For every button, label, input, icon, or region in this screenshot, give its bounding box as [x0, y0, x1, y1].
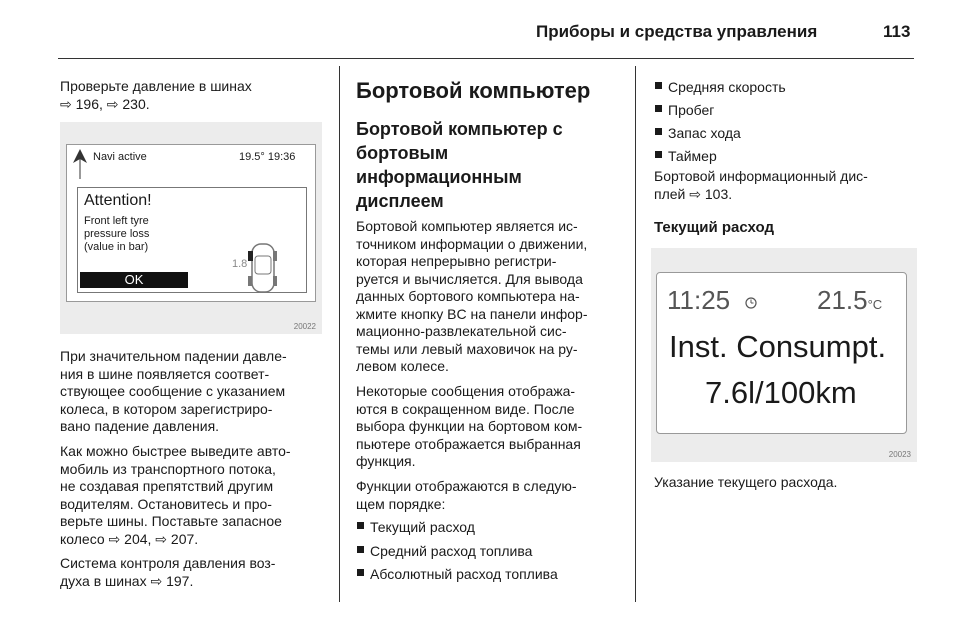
text-line: плей ⇨ 103.	[654, 185, 733, 202]
text-line: ния в шине появляется соответ-	[60, 365, 270, 382]
ok-button[interactable]: OK	[80, 272, 188, 288]
text-line: выбора функции на бортовом ком-	[356, 418, 583, 434]
temperature-time: 19.5° 19:36	[239, 151, 296, 163]
text-line: жмите кнопку BC на панели инфор-	[356, 305, 588, 322]
clock-time: 11:25	[667, 285, 731, 315]
paragraph	[356, 478, 577, 513]
clock-icon	[745, 297, 757, 309]
figure-number: 20023	[888, 450, 911, 459]
header-divider	[58, 58, 914, 59]
list-item: Таймер	[654, 145, 786, 168]
consumption-label: Inst. Consumpt.	[669, 329, 887, 364]
list-item: Средний расход топлива	[356, 540, 558, 564]
text-line: щем порядке:	[356, 495, 446, 512]
text-line: Бортовой компьютер является ис-	[356, 218, 578, 234]
page-number: 113	[883, 22, 911, 41]
column-divider	[339, 66, 340, 602]
text-line: которая непрерывно регистри-	[356, 253, 557, 269]
display-screen	[656, 272, 907, 434]
heading-line: дисплеем	[356, 191, 444, 211]
attention-dialog	[77, 187, 307, 293]
subsection-heading: Текущий расход	[654, 219, 774, 236]
list-item: Запас хода	[654, 122, 786, 145]
paragraph	[356, 383, 582, 471]
function-list	[654, 76, 786, 168]
pressure-value: 1.8	[232, 258, 248, 270]
message-line: Front left tyre	[84, 215, 149, 227]
list-item: Абсолютный расход топлива	[356, 563, 558, 587]
header-title: Приборы и средства управления	[536, 22, 818, 41]
figure-consumption-display	[651, 248, 917, 462]
paragraph	[60, 348, 287, 436]
paragraph	[356, 218, 588, 376]
text-line: ются в сокращенном виде. После	[356, 400, 575, 417]
list-item: Пробег	[654, 99, 786, 122]
consumption-value: 7.6l/100km	[705, 375, 857, 410]
paragraph	[60, 78, 252, 113]
text-line: Некоторые сообщения отобража-	[356, 383, 576, 399]
text-line: руется и вычисляется. Для вывода	[356, 270, 583, 287]
list-item: Текущий расход	[356, 516, 558, 540]
nav-status: Navi active	[93, 151, 147, 163]
text-line: ствующее сообщение с указанием	[60, 383, 286, 399]
message-line: pressure loss	[84, 228, 150, 240]
temperature-value: 21.5	[817, 285, 868, 315]
temperature-unit: °C	[867, 297, 883, 312]
text-line: не создавая препятствий другим	[60, 478, 274, 494]
text-line: функция.	[356, 453, 416, 469]
paragraph	[60, 443, 291, 548]
text-line: темы или левый маховичок на ру-	[356, 340, 578, 357]
text-line: Функции отображаются в следую-	[356, 478, 577, 494]
text-line: При значительном падении давле-	[60, 348, 287, 364]
text-line: колесо ⇨ 204, ⇨ 207.	[60, 530, 199, 547]
message-line: (value in bar)	[84, 241, 149, 253]
text-line: водителям. Остановитесь и про-	[60, 495, 272, 512]
figure-tyre-warning	[60, 122, 322, 334]
figure-caption: Указание текущего расхода.	[654, 474, 838, 490]
text-line: верьте шины. Поставьте запасное	[60, 513, 282, 529]
list-item: Средняя скорость	[654, 76, 786, 99]
text-line: мобиль из транспортного потока,	[60, 460, 276, 477]
subsection-heading	[356, 117, 616, 213]
text-line: левом колесе.	[356, 358, 449, 374]
text-line: Система контроля давления воз-	[60, 555, 276, 571]
text-line: мационно-развлекательной сис-	[356, 323, 567, 339]
section-heading: Бортовой компьютер	[356, 78, 591, 103]
navigation-arrow-icon	[73, 149, 87, 179]
car-top-view-icon	[246, 242, 280, 294]
paragraph	[654, 168, 868, 203]
figure-number: 20022	[293, 322, 316, 331]
text-line: колеса, в котором зарегистриро-	[60, 400, 273, 417]
text-line: пьютере отображается выбранная	[356, 435, 581, 452]
outside-temperature	[817, 285, 882, 316]
paragraph	[60, 555, 275, 590]
text-line: Проверьте давление в шинах	[60, 78, 252, 94]
text-line: ⇨ 196, ⇨ 230.	[60, 95, 150, 112]
text-line: данных бортового компьютера на-	[356, 288, 580, 304]
heading-line: Бортовой компьютер с	[356, 119, 563, 139]
heading-line: информационным	[356, 167, 522, 187]
function-list	[356, 516, 558, 587]
text-line: вано падение давления.	[60, 418, 220, 434]
column-divider	[635, 66, 636, 602]
text-line: духа в шинах ⇨ 197.	[60, 572, 194, 589]
attention-title: Attention!	[84, 192, 152, 209]
display-screen	[66, 144, 316, 302]
text-line: точником информации о движении,	[356, 235, 588, 252]
heading-line: бортовым	[356, 143, 449, 163]
text-line: Как можно быстрее выведите авто-	[60, 443, 291, 459]
text-line: Бортовой информационный дис-	[654, 168, 868, 184]
